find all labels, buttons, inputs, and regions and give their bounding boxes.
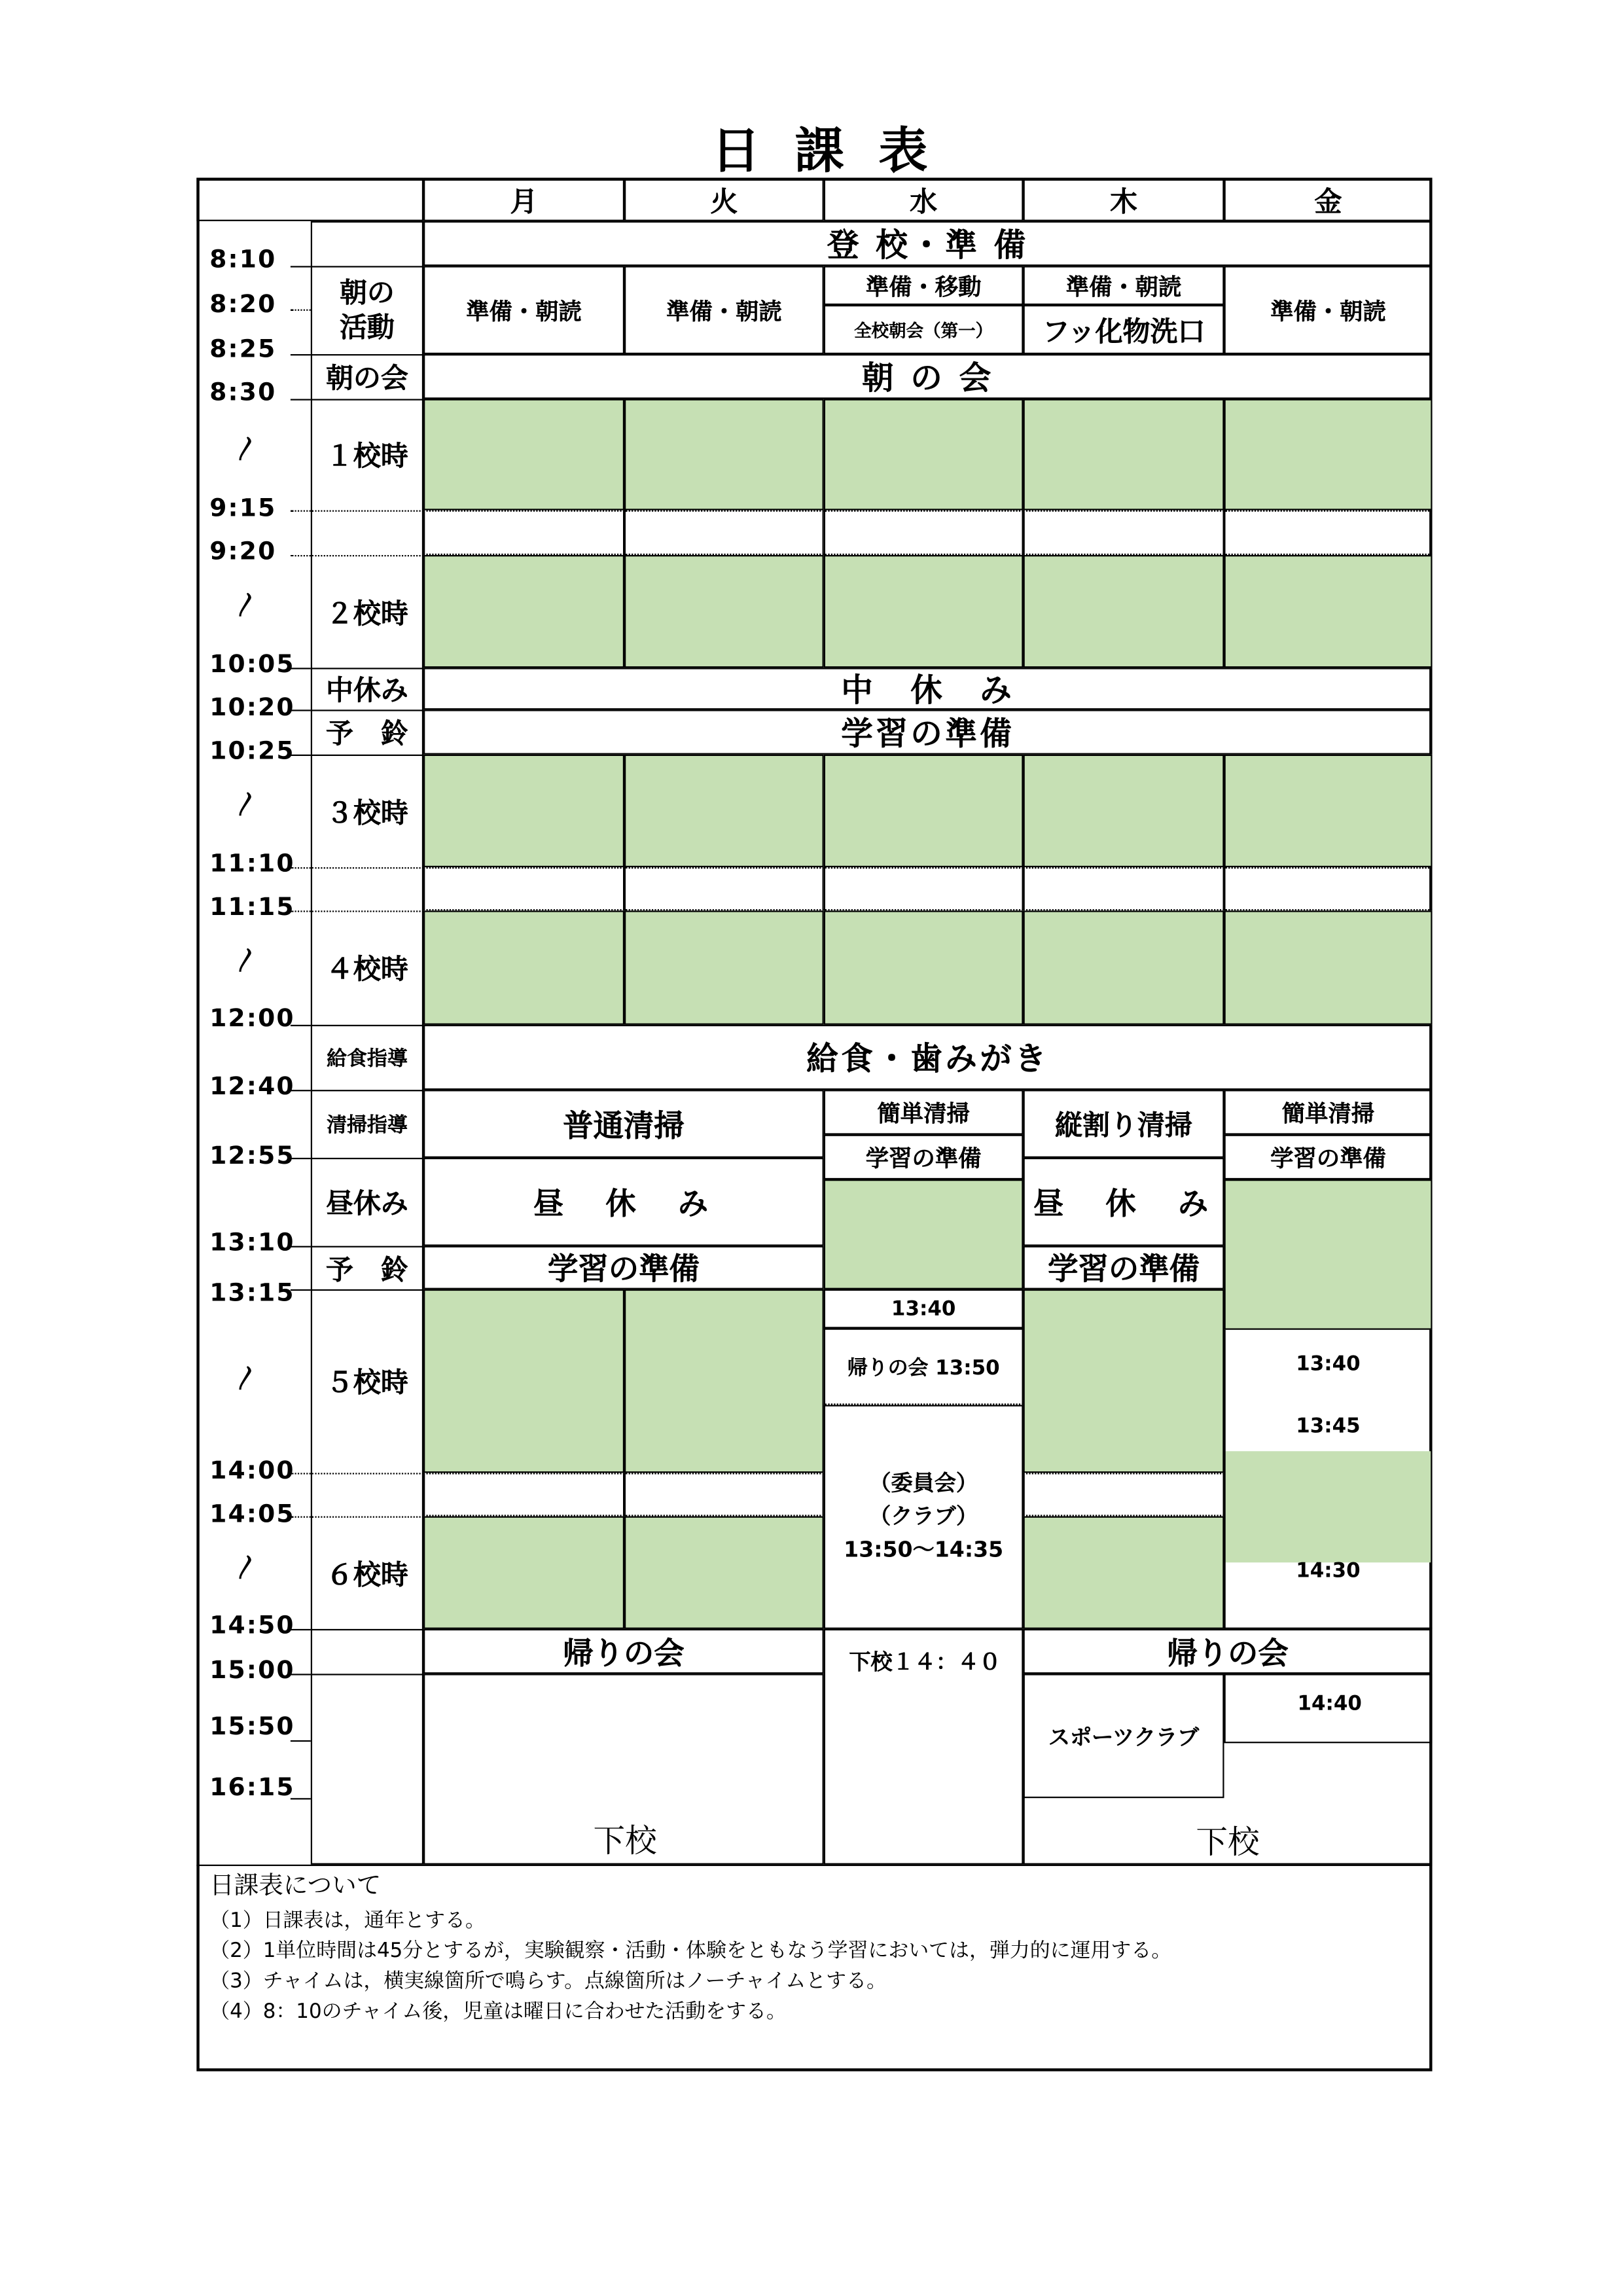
sports-club: スポーツクラブ xyxy=(1024,1674,1224,1798)
lesson-cell xyxy=(1224,1179,1433,1330)
lesson-cell xyxy=(1024,1516,1224,1629)
fri-1340: 13:40 xyxy=(1296,1353,1361,1376)
morning-tue: 準備・朝読 xyxy=(624,266,824,354)
fri-p5p6-frame xyxy=(1224,1330,1433,1629)
period-grid-morning xyxy=(423,399,1432,1025)
time-label: 〳 xyxy=(234,946,260,976)
time-label: 13:15 xyxy=(209,1279,295,1308)
time-label: 11:10 xyxy=(209,850,295,879)
lesson-cell xyxy=(1224,910,1433,1024)
kaeri-thu-fri: 帰りの会 xyxy=(1024,1629,1433,1674)
after-school-mon-tue xyxy=(423,1674,824,1865)
gakushu-wed: 学習の準備 xyxy=(824,1135,1024,1179)
gekou-thu-fri: 下校 xyxy=(1196,1825,1260,1861)
notes-heading: 日課表について xyxy=(209,1871,382,1901)
time-label: 〳 xyxy=(234,1554,260,1583)
day-wed: 水 xyxy=(824,178,1024,221)
lesson-cell xyxy=(624,755,824,867)
label-period-3: ３校時 xyxy=(325,797,408,829)
break-cell xyxy=(824,867,1024,910)
time-label: 〳 xyxy=(234,591,260,620)
hiruyasumi-thu: 昼 休 み xyxy=(1024,1158,1224,1246)
label-yorei-2: 予 鈴 xyxy=(325,1253,408,1286)
lesson-cell xyxy=(624,1289,824,1473)
hiruyasumi-mon-tue: 昼 休 み xyxy=(423,1158,824,1246)
time-label: 〳 xyxy=(234,435,260,464)
morning-mon: 準備・朝読 xyxy=(423,266,624,354)
lesson-cell xyxy=(423,910,624,1024)
lesson-cell xyxy=(824,555,1024,668)
clean-thu: 縦割り清掃 xyxy=(1024,1090,1224,1158)
lesson-cell xyxy=(423,399,624,511)
label-period-5: ５校時 xyxy=(325,1367,408,1399)
note-item: （2）1単位時間は45分とするが，実験観察・活動・体験をともなう学習においては，弾力的に運用する。 xyxy=(209,1939,1172,1964)
time-label: 10:20 xyxy=(209,694,295,723)
lesson-cell xyxy=(1024,1289,1224,1473)
lesson-cell xyxy=(1024,399,1224,511)
break-cell xyxy=(1024,1473,1224,1516)
time-label: 8:20 xyxy=(209,290,277,320)
yorei-mon-tue: 学習の準備 xyxy=(423,1246,824,1289)
morning-wed-bottom: 全校朝会（第一） xyxy=(824,305,1024,354)
lesson-cell xyxy=(1024,755,1224,867)
time-label: 15:50 xyxy=(209,1712,295,1742)
label-morning-meeting: 朝の会 xyxy=(325,363,408,395)
label-yorei: 予 鈴 xyxy=(325,718,408,751)
label-hiruyasumi: 昼休み xyxy=(325,1188,408,1220)
lesson-cell xyxy=(824,755,1024,867)
break-cell xyxy=(624,867,824,910)
fri-1440-cell xyxy=(1224,1674,1433,1743)
lesson-cell xyxy=(423,755,624,867)
kaeri-mon-tue: 帰りの会 xyxy=(423,1629,824,1674)
label-nakayasumi: 中休み xyxy=(325,675,408,707)
lesson-cell xyxy=(824,910,1024,1024)
lesson-cell xyxy=(1024,555,1224,668)
header-row xyxy=(196,178,1432,221)
lesson-cell xyxy=(1224,399,1433,511)
wed-iinkai: （委員会） （クラブ） 13:50〜14:35 xyxy=(824,1405,1024,1629)
break-cell xyxy=(423,867,624,910)
break-cell xyxy=(824,511,1024,555)
time-label: 16:15 xyxy=(209,1773,295,1803)
time-label: 13:10 xyxy=(209,1229,295,1258)
clean-wed: 簡単清掃 xyxy=(824,1090,1024,1134)
label-period-1: １校時 xyxy=(325,440,408,473)
time-label: 8:10 xyxy=(209,245,277,275)
time-label: 10:25 xyxy=(209,737,295,766)
wed-gekou-cell xyxy=(824,1629,1024,1865)
note-item: （4）8：10のチャイム後，児童は曜日に合わせた活動をする。 xyxy=(209,2000,787,2024)
day-thu: 木 xyxy=(1024,178,1224,221)
lesson-cell xyxy=(423,555,624,668)
morning-thu-bottom: フッ化物洗口 xyxy=(1024,305,1224,354)
time-label: 10:05 xyxy=(209,650,295,679)
label-period-6: ６校時 xyxy=(325,1558,408,1591)
row-kyushoku: 給食・歯みがき xyxy=(423,1025,1432,1090)
time-column xyxy=(0,0,318,1879)
break-cell xyxy=(1224,511,1433,555)
lesson-cell xyxy=(423,1516,624,1629)
break-cell xyxy=(1024,511,1224,555)
time-label: 11:15 xyxy=(209,893,295,922)
lesson-cell xyxy=(624,555,824,668)
wed-kaeri: 帰りの会 13:50 xyxy=(824,1329,1024,1405)
lesson-cell xyxy=(1224,555,1433,668)
gekou-mon-tue: 下校 xyxy=(593,1823,657,1860)
day-fri: 金 xyxy=(1224,178,1433,221)
break-cell xyxy=(423,511,624,555)
time-label: 14:00 xyxy=(209,1457,295,1486)
lesson-cell xyxy=(624,1516,824,1629)
wed-gekou: 下校１４：４０ xyxy=(849,1648,1001,1675)
fri-1430: 14:30 xyxy=(1296,1559,1361,1583)
time-label: 12:40 xyxy=(209,1072,295,1102)
lesson-cell xyxy=(1224,755,1433,867)
fri-1345: 13:45 xyxy=(1296,1415,1361,1439)
page-title: 日 課 表 xyxy=(711,122,936,180)
day-tue: 火 xyxy=(624,178,824,221)
time-label: 14:50 xyxy=(209,1611,295,1641)
time-label: 12:00 xyxy=(209,1004,295,1034)
break-cell xyxy=(624,1473,824,1516)
lesson-cell xyxy=(624,910,824,1024)
note-item: （1）日課表は，通年とする。 xyxy=(209,1909,486,1933)
time-label: 8:25 xyxy=(209,335,277,365)
time-label: 〳 xyxy=(234,1364,260,1393)
lesson-cell xyxy=(624,399,824,511)
lesson-cell xyxy=(1024,910,1224,1024)
break-cell xyxy=(1224,867,1433,910)
row-nakayasumi: 中 休 み xyxy=(423,668,1432,709)
time-label: 8:30 xyxy=(209,378,277,408)
label-period-4: ４校時 xyxy=(325,954,408,986)
time-label: 9:20 xyxy=(209,537,277,567)
morning-thu-top: 準備・朝読 xyxy=(1024,266,1224,305)
break-cell xyxy=(1024,867,1224,910)
break-cell xyxy=(423,1473,624,1516)
label-period-2: ２校時 xyxy=(325,598,408,630)
lesson-cell xyxy=(423,1289,624,1473)
time-label: 9:15 xyxy=(209,494,277,524)
time-label: 〳 xyxy=(234,790,260,820)
row-tokou: 登 校・準 備 xyxy=(423,221,1432,266)
lesson-cell xyxy=(824,399,1024,511)
morning-fri: 準備・朝読 xyxy=(1224,266,1433,354)
clean-mon-tue: 普通清掃 xyxy=(423,1090,824,1158)
note-item: （3）チャイムは，横実線箇所で鳴らす。点線箇所はノーチャイムとする。 xyxy=(209,1970,887,1994)
time-label: 14:05 xyxy=(209,1500,295,1530)
morning-wed-top: 準備・移動 xyxy=(824,266,1024,305)
wed-1340: 13:40 xyxy=(824,1289,1024,1329)
yorei-thu: 学習の準備 xyxy=(1024,1246,1224,1289)
gakushu-fri: 学習の準備 xyxy=(1224,1135,1433,1179)
row-asa-no-kai: 朝 の 会 xyxy=(423,354,1432,399)
clean-fri: 簡単清掃 xyxy=(1224,1090,1433,1134)
row-gakushu-junbi: 学習の準備 xyxy=(423,709,1432,754)
fri-1440: 14:40 xyxy=(1297,1693,1362,1716)
time-label: 15:00 xyxy=(209,1656,295,1685)
label-lunch-guidance: 給食指導 xyxy=(327,1047,408,1071)
label-cleaning-guidance: 清掃指導 xyxy=(327,1113,408,1137)
lesson-cell xyxy=(824,1179,1024,1289)
break-cell xyxy=(624,511,824,555)
day-mon: 月 xyxy=(423,178,624,221)
label-morning-activity: 朝の 活動 xyxy=(339,276,395,344)
time-label: 12:55 xyxy=(209,1141,295,1171)
